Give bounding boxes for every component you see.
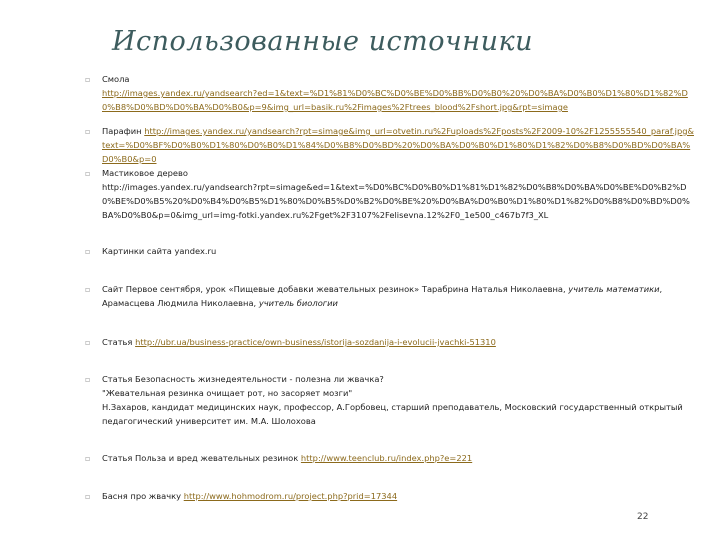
bullet-icon: ▫ — [85, 169, 91, 178]
bullet-icon: ▫ — [85, 492, 91, 501]
item-label: Басня про жвачку — [102, 491, 182, 501]
bullet-icon: ▫ — [85, 454, 91, 463]
bullet-icon: ▫ — [85, 247, 91, 256]
author-role-2: учитель биологии — [258, 298, 338, 308]
list-item — [85, 335, 694, 349]
list-item — [85, 282, 694, 310]
bullet-icon: ▫ — [85, 127, 91, 136]
item-label: Статья Польза и вред жевательных резинок — [102, 453, 299, 463]
item-label: Мастиковое дерево — [102, 168, 189, 178]
article-quote: "Жевательная резинка очищает рот, но засоряет мозги" — [102, 388, 353, 398]
bullet-icon: ▫ — [85, 375, 91, 384]
list-item — [85, 244, 694, 258]
source-link-parafin[interactable]: http://images.yandex.ru/yandsearch?rpt=simage&img_url=otvetin.ru%2Fuploads%2Fposts%2F2009-10%2F1255555540_paraf.jpg&text=%D0%BF%D0%B0%D1%80%D0%B0%D1%84%D0%B8%D0%BD%20%D0%BA%D0%B0%D1%80%D1%82%D0%B8%D0%BD%D0%BA%D0%B0&p=0 — [102, 126, 694, 164]
author-role: учитель математики — [568, 284, 660, 294]
source-link-ubr[interactable]: http://ubr.ua/business-practice/own-business/istorija-sozdanija-i-evolucii-jvachki-51310 — [135, 337, 496, 347]
page-title: Использованные источники — [112, 26, 533, 57]
item-label: Парафин — [102, 126, 142, 136]
item-text-2: , Арамасцева Людмила Николаевна, — [102, 284, 663, 308]
item-text: Картинки сайта yandex.ru — [102, 246, 217, 256]
bullet-icon: ▫ — [85, 75, 91, 84]
list-item — [85, 451, 694, 465]
list-item — [85, 489, 694, 503]
list-item — [85, 124, 694, 166]
item-text: Сайт Первое сентября, урок «Пищевые добавки жевательных резинок» Тарабрина Наталья Николаевна, — [102, 284, 566, 294]
list-item — [85, 72, 694, 114]
article-authors: Н.Захаров, кандидат медицинских наук, профессор, А.Горбовец, старший преподаватель, Московский государственный открытый педагогический университет им. М.А. Шолохова — [102, 402, 683, 426]
page-number: 22 — [637, 512, 649, 522]
list-item — [85, 166, 694, 222]
source-link-smola[interactable]: http://images.yandex.ru/yandsearch?ed=1&text=%D1%81%D0%BC%D0%BE%D0%BB%D0%B0%20%D0%BA%D0%B0%D1%80%D1%82%D0%B8%D0%BD%D0%BA%D0%B0&p=9&img_url=basik.ru%2Fimages%2Ftrees_blood%2Fshort.jpg&rpt=simage — [102, 88, 688, 112]
article-title: Статья Безопасность жизнедеятельности - полезна ли жвачка? — [102, 374, 384, 384]
bullet-icon: ▫ — [85, 338, 91, 347]
source-link-teenclub[interactable]: http://www.teenclub.ru/index.php?e=221 — [300, 453, 473, 463]
list-item — [85, 372, 694, 428]
source-url-mastik: http://images.yandex.ru/yandsearch?rpt=simage&ed=1&text=%D0%BC%D0%B0%D1%81%D1%82%D0%B8%D0%BA%D0%BE%D0%B2%D0%BE%D0%B5%20%D0%B4%D0%B5%D1%80%D0%B5%D0%B2%D0%BE%20%D0%BA%D0%B0%D1%80%D1%82%D0%B8%D0%BD%D0%BA%D0%B0&p=0&img_url=img-fotki.yandex.ru%2Fget%2F3107%2Felisevna.12%2F0_1e500_c467b7f3_XL — [102, 182, 690, 220]
bullet-icon: ▫ — [85, 285, 91, 294]
source-link-basnya[interactable]: http://www.hohmodrom.ru/project.php?prid=17344 — [183, 491, 398, 501]
item-label: Статья — [102, 337, 133, 347]
item-label: Смола — [102, 74, 130, 84]
